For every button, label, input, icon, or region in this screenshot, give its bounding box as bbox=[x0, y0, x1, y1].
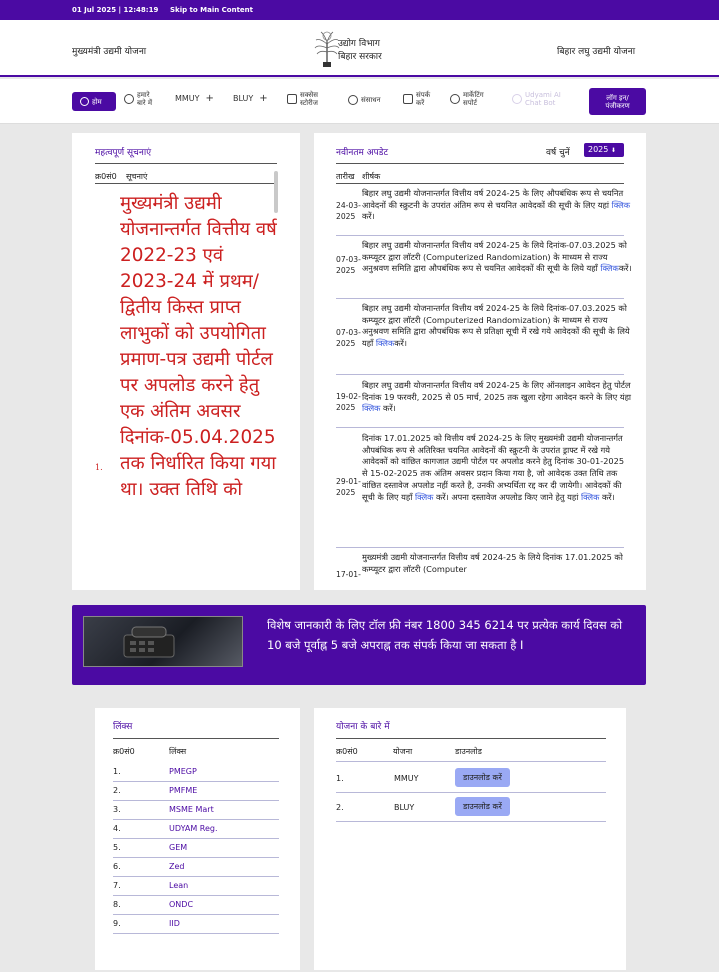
external-link[interactable]: Zed bbox=[169, 862, 185, 871]
plus-icon: + bbox=[259, 93, 268, 104]
dept-name: उद्योग विभाग bbox=[338, 39, 380, 49]
external-link[interactable]: PMEGP bbox=[169, 767, 197, 776]
nav-home-label: होम bbox=[92, 97, 102, 106]
external-link[interactable]: UDYAM Reg. bbox=[169, 824, 218, 833]
update-tail: करें। अपना दस्तावेज अपलोड किए जाने हेतु यहां bbox=[436, 491, 579, 502]
link-serial: 4. bbox=[113, 824, 121, 833]
update-date: 07-03-2025 bbox=[336, 328, 361, 348]
scheme-row bbox=[336, 793, 606, 822]
header-left-title[interactable]: मुख्यमंत्री उद्यमी योजना bbox=[72, 47, 147, 57]
link-row bbox=[113, 820, 279, 839]
chevron-down-icon: ⬇ bbox=[610, 147, 616, 154]
update-text: बिहार लघु उद्यमी योजनान्तर्गत वित्तीय वर्ष 2024-25 के लिये दिनांक-07.03.2025 को कम्प्यूटर द्वारा लॉटरी (Computerized Randomization) के माध्यम से राज्य अनुश्रवण समिति द्वारा औपबंधिक रूप से प्रतिक्षा सूची में रखे गये आवेदकों की सूची के लिये यहाँ bbox=[362, 303, 630, 349]
click-link[interactable]: क्लिक bbox=[600, 263, 619, 274]
scheme-serial: 2. bbox=[336, 803, 344, 812]
year-select[interactable] bbox=[584, 143, 624, 157]
notice-number: 1. bbox=[95, 463, 103, 472]
call-center-image bbox=[83, 616, 243, 667]
nav-chatbot-label-2: Chat Bot bbox=[525, 99, 556, 107]
phone-icon bbox=[403, 94, 413, 104]
nav-marketing-label-2: सपोर्ट bbox=[463, 99, 478, 107]
update-row bbox=[336, 548, 624, 582]
scheme-serial: 1. bbox=[336, 774, 344, 783]
nav-about-label-2: बारे में bbox=[137, 99, 153, 107]
notice-text[interactable]: मुख्यमंत्री उद्यमी योजनान्तर्गत वित्तीय वर्ष 2022-23 एवं 2023-24 में प्रथम/द्वितीय किस्त प्राप्त लाभुकों को उपयोगिता प्रमाण-पत्र उद्यमी पोर्टल पर अपलोड करने हेतु एक अंतिम अवसर दिनांक-05.04.2025 तक निर्धारित किया गया था। उक्त तिथि को bbox=[120, 193, 277, 500]
schemes-col-serial: क्र0सं0 bbox=[336, 747, 358, 756]
links-col-links: लिंक्स bbox=[169, 747, 187, 756]
nav-success-label-1: सक्सेस bbox=[300, 91, 318, 99]
update-row bbox=[336, 375, 632, 428]
link-serial: 6. bbox=[113, 862, 121, 871]
notices-col-notices: सूचनाएं bbox=[126, 172, 148, 181]
govt-name: बिहार सरकार bbox=[338, 52, 382, 62]
link-row bbox=[113, 801, 279, 820]
updates-col-title: शीर्षक bbox=[362, 172, 381, 181]
update-text: बिहार लघु उद्यमी योजनान्तर्गत वित्तीय वर्ष 2024-25 के लिए ऑनलाइन आवेदन हेतु पोर्टल दिनांक 19 फरवरी, 2025 से 05 मार्च, 2025 तक खुला रहेगा आवेदन करने के लिए यंहा bbox=[362, 380, 632, 402]
nav-resources-label: संसाधन bbox=[361, 96, 381, 104]
scheme-name: MMUY bbox=[394, 774, 419, 783]
phone-icon bbox=[84, 617, 244, 668]
nav-mmuy[interactable] bbox=[175, 95, 214, 103]
main-nav bbox=[0, 79, 719, 124]
top-bar bbox=[0, 0, 719, 20]
link-row bbox=[113, 839, 279, 858]
link-serial: 8. bbox=[113, 900, 121, 909]
scheme-name: BLUY bbox=[394, 803, 415, 812]
update-date: 24-03-2025 bbox=[336, 201, 361, 221]
update-tail: करें। bbox=[618, 263, 632, 274]
nav-contact[interactable] bbox=[403, 91, 430, 107]
nav-home[interactable] bbox=[72, 92, 116, 111]
chatbot-icon bbox=[512, 94, 522, 104]
update-date: 07-03-2025 bbox=[336, 255, 361, 275]
nav-success-stories[interactable] bbox=[287, 91, 318, 107]
schemes-col-scheme: योजना bbox=[393, 747, 413, 756]
link-serial: 1. bbox=[113, 767, 121, 776]
click-link[interactable]: क्लिक bbox=[580, 491, 600, 502]
year-select-value: 2025 bbox=[588, 145, 609, 154]
schemes-title: योजना के बारे में bbox=[336, 722, 390, 732]
trophy-icon bbox=[287, 94, 297, 104]
link-row bbox=[113, 782, 279, 801]
links-title: लिंक्स bbox=[113, 722, 133, 732]
click-link[interactable]: क्लिक bbox=[375, 338, 395, 349]
links-col-serial: क्र0सं0 bbox=[113, 747, 135, 756]
link-serial: 2. bbox=[113, 786, 121, 795]
link-serial: 9. bbox=[113, 919, 121, 928]
external-link[interactable]: MSME Mart bbox=[169, 805, 214, 814]
update-tail-last: करें। bbox=[602, 491, 615, 502]
globe-icon bbox=[450, 94, 460, 104]
site-header bbox=[0, 20, 719, 77]
external-link[interactable]: Lean bbox=[169, 881, 189, 890]
helpline-banner bbox=[72, 605, 646, 685]
nav-bluy-label: BLUY bbox=[233, 94, 254, 103]
nav-about[interactable] bbox=[124, 91, 152, 107]
link-serial: 7. bbox=[113, 881, 121, 890]
schemes-col-download: डाउनलोड bbox=[455, 747, 482, 756]
update-tail: करें। bbox=[383, 403, 396, 414]
nav-resources[interactable] bbox=[348, 95, 380, 105]
update-row bbox=[336, 428, 624, 548]
update-text: बिहार लघु उद्यमी योजनान्तर्गत वित्तीय वर्ष 2024-25 के लिये दिनांक-07.03.2025 को कम्प्यूटर द्वारा लॉटरी (Computerized Randomization) के माध्यम से राज्य अनुश्रवण समिति द्वारा औपबंधिक रूप से चयनित आवेदकों की सूची के लिये यहाँ bbox=[362, 240, 627, 274]
nav-chatbot-label-1: Udyami AI bbox=[525, 91, 561, 99]
notices-title: महत्वपूर्ण सूचनाएं bbox=[95, 148, 152, 158]
update-date: 29-01-2025 bbox=[336, 477, 361, 497]
login-register-button[interactable] bbox=[589, 88, 646, 115]
update-text: दिनांक 17.01.2025 को वित्तीय वर्ष 2024-25 के लिए मुख्यमंत्री उद्यमी योजनान्तर्गत औपबंधिक रूप से अतिरिक्त चयनित आवेदनों की स्क्रुटनी के उपरांत ड्राफ्ट में रखे गये आवेदकों को वांछित कागजात उद्यमी पोर्टल पर अपलोड करने हेतु दिनांक 30-01-2025 से 15-02-2025 तक अंतिम अवसर प्रदान किया गया है, जो आवेदक उक्त तिथि तक वांछित दस्तावेज अपलोड नहीं करते है, उनकी अभ्यर्थिता रद्द कर दी जायेगी। आवेदकों की सूची के लिए यहाँ bbox=[362, 433, 625, 502]
update-row bbox=[336, 299, 630, 375]
update-text: मुख्यमंत्री उद्यमी योजनान्तर्गत वित्तीय वर्ष 2024-25 के लिये दिनांक 17.01.2025 को कम्प्यूटर द्वारा लॉटरी (Computer bbox=[362, 552, 623, 574]
link-row bbox=[113, 915, 279, 934]
update-tail: करें। bbox=[394, 338, 407, 349]
update-date: 17-01- bbox=[336, 570, 361, 579]
login-label-2: पंजीकरण bbox=[605, 101, 630, 110]
link-row bbox=[113, 858, 279, 877]
link-serial: 3. bbox=[113, 805, 121, 814]
download-button[interactable]: डाउनलोड करें bbox=[455, 768, 510, 787]
link-row bbox=[113, 877, 279, 896]
update-row bbox=[336, 186, 631, 236]
updates-title: नवीनतम अपडेट bbox=[336, 148, 389, 158]
link-row bbox=[113, 763, 279, 782]
nav-marketing[interactable] bbox=[450, 91, 484, 107]
notices-col-serial: क्र0सं0 bbox=[95, 172, 117, 181]
helpline-text: विशेष जानकारी के लिए टॉल फ्री नंबर 1800 345 6214 पर प्रत्येक कार्य दिवस को 10 बजे पूर्वाह्न 5 बजे अपराह्न तक संपर्क किया जा सकता है I bbox=[267, 618, 623, 652]
year-select-label: वर्ष चुनें bbox=[546, 148, 570, 158]
click-link[interactable]: क्लिक bbox=[414, 491, 434, 502]
nav-contact-label-1: संपर्क bbox=[416, 91, 431, 99]
download-button[interactable]: डाउनलोड करें bbox=[455, 797, 510, 816]
nav-contact-label-2: करें bbox=[416, 99, 425, 107]
datetime: 01 Jul 2025 | 12:48:19 bbox=[72, 6, 159, 14]
login-label-1: लॉग इन/ bbox=[606, 93, 629, 102]
nav-bluy[interactable] bbox=[233, 95, 268, 103]
external-link[interactable]: ONDC bbox=[169, 900, 194, 909]
updates-col-date: तारीख bbox=[336, 172, 355, 181]
nav-marketing-label-1: मार्केटिंग bbox=[463, 91, 484, 99]
scheme-row bbox=[336, 764, 606, 793]
update-tail: करें। bbox=[362, 211, 375, 222]
skip-to-main-link[interactable]: Skip to Main Content bbox=[170, 6, 253, 14]
important-notices-card bbox=[72, 133, 300, 590]
update-text: बिहार लघु उद्यमी योजनान्तर्गत वित्तीय वर्ष 2024-25 के लिए औपबंधिक रूप से चयनित आवेदनों की स्क्रुटनी के उपरांत अंतिम रूप से चयनित आवेदकों की सूची के लिए यहां bbox=[362, 188, 624, 210]
click-link[interactable]: क्लिक bbox=[611, 199, 631, 210]
info-icon bbox=[124, 94, 134, 104]
update-date: 19-02-2025 bbox=[336, 392, 361, 412]
link-serial: 5. bbox=[113, 843, 121, 852]
plus-icon: + bbox=[205, 93, 214, 104]
nav-mmuy-label: MMUY bbox=[175, 94, 200, 103]
external-link[interactable]: GEM bbox=[169, 843, 188, 852]
box-icon bbox=[348, 95, 358, 105]
schemes-card bbox=[314, 708, 626, 970]
update-row bbox=[336, 236, 632, 299]
nav-about-label-1: हमारे bbox=[137, 91, 150, 99]
external-link[interactable]: PMFME bbox=[169, 786, 198, 795]
external-link[interactable]: IID bbox=[169, 919, 180, 928]
link-row bbox=[113, 896, 279, 915]
nav-success-label-2: स्टोरीज bbox=[300, 99, 318, 107]
click-link[interactable]: क्लिक bbox=[362, 403, 381, 414]
header-right-title[interactable]: बिहार लघु उद्यमी योजना bbox=[557, 47, 636, 57]
home-icon bbox=[80, 97, 89, 106]
nav-chatbot[interactable] bbox=[512, 91, 561, 107]
